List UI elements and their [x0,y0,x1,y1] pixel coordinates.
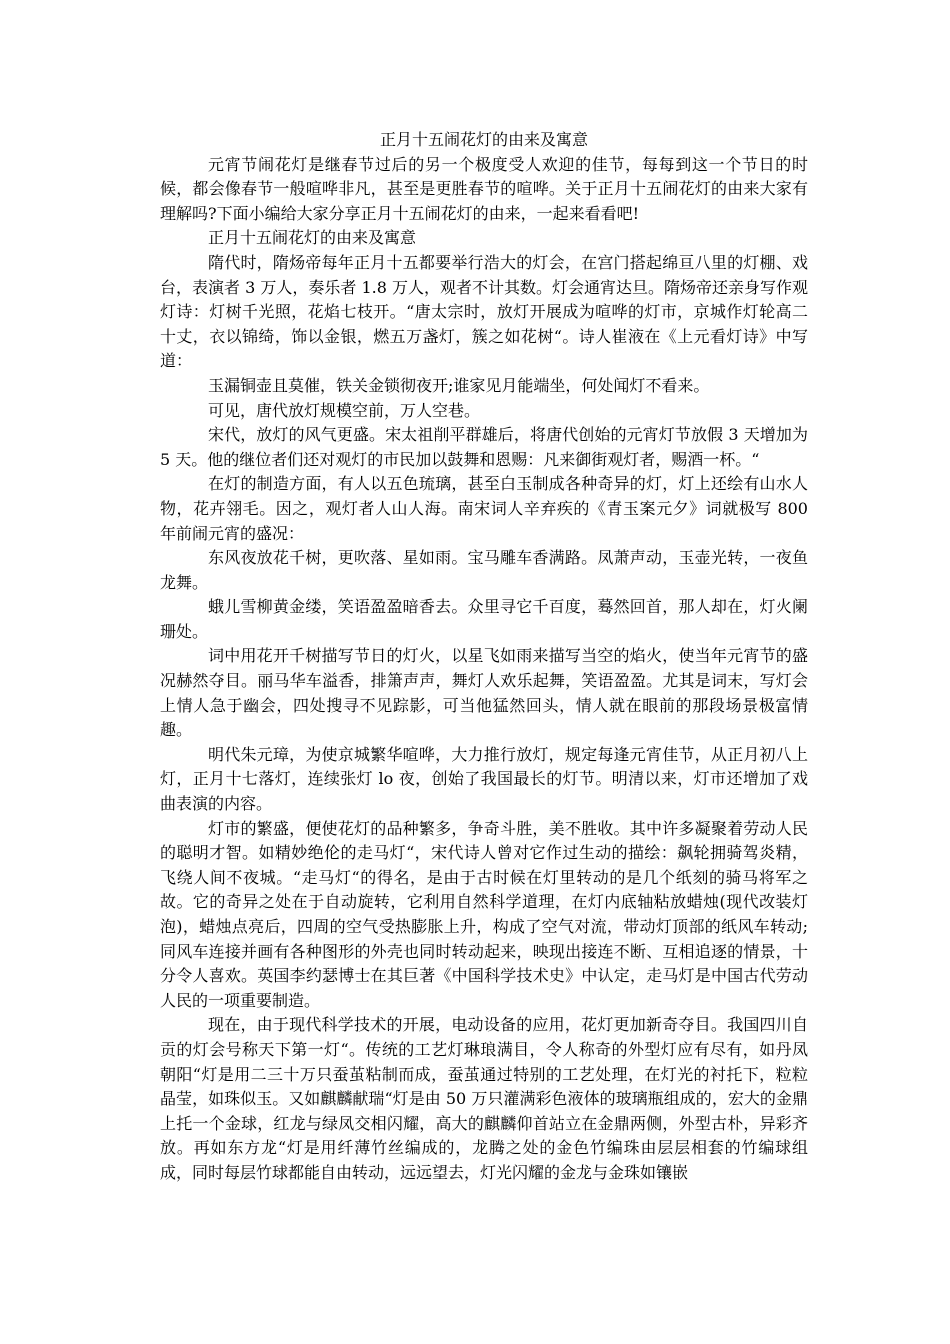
poem-line: 玉漏铜壶且莫催，铁关金锁彻夜开;谁家见月能端坐，何处闻灯不看来。 [208,375,710,395]
section-heading: 正月十五闹花灯的由来及寓意 [208,228,417,248]
poem-stanza-1: 东风夜放花千树，更吹落、星如雨。宝马雕车香满路。凤萧声动，玉壶光转，一夜鱼龙舞。 [160,548,808,592]
paragraph-intro: 元宵节闹花灯是继春节过后的另一个极度受人欢迎的佳节，每每到这一个节日的时候，都会像春节一般喧哗非凡，甚至是更胜春节的喧哗。关于正月十五闹花灯的由来大家有理解吗?下面小编给大家分享正月十五闹花灯的由来，一起来看看吧! [160,154,808,223]
document-body [160,128,808,1186]
paragraph-lantern-market: 灯市的繁盛，便使花灯的品种繁多，争奇斗胜，美不胜收。其中许多凝聚着劳动人民的聪明才智。如精妙绝伦的走马灯“，宋代诗人曾对它作过生动的描绘：飙轮拥骑驾炎精，飞绕人间不夜城。“走马灯“的得名，是由于古时候在灯里转动的是几个纸刻的骑马将军之故。它的奇异之处在于自动旋转，它利用自然科学道理，在灯内底轴粘放蜡烛(现代改装灯泡)，蜡烛点亮后，四周的空气受热膨胀上升，构成了空气对流，带动灯顶部的纸风车转动;同风车连接并画有各种图形的外壳也同时转动起来，映现出接连不断、互相追逐的情景，十分令人喜欢。英国李约瑟博士在其巨著《中国科学技术史》中认定，走马灯是中国古代劳动人民的一项重要制造。 [160,818,808,1010]
poem-stanza-2: 蛾儿雪柳黄金缕，笑语盈盈暗香去。众里寻它千百度，蓦然回首，那人却在，灯火阑珊处。 [160,597,808,641]
document-title: 正月十五闹花灯的由来及寓意 [379,130,588,149]
paragraph-lamp-making: 在灯的制造方面，有人以五色琉璃，甚至白玉制成各种奇异的灯，灯上还绘有山水人物，花卉翎毛。因之，观灯者人山人海。南宋词人辛弃疾的《青玉案元夕》词就极写 800 年前闹元宵的盛况： [160,474,808,543]
paragraph-modern: 现在，由于现代科学技术的开展，电动设备的应用，花灯更加新奇夺目。我国四川自贡的灯会号称天下第一灯“。传统的工艺灯琳琅满目，令人称奇的外型灯应有尽有，如丹凤朝阳“灯是用二三十万只蚕茧粘制而成，蚕茧通过特别的工艺处理，在灯光的衬托下，粒粒晶莹，如珠似玉。又如麒麟献瑞“灯是由 50 万只灌满彩色液体的玻璃瓶组成的，宏大的金鼎上托一个金球，红龙与绿凤交相闪耀，高大的麒麟仰首站立在金鼎两侧，外型古朴，异彩齐放。再如东方龙“灯是用纤薄竹丝编成的，龙腾之处的金色竹编珠由层层相套的竹编球组成，同时每层竹球都能自由转动，远远望去，灯光闪耀的金龙与金珠如镶嵌 [160,1015,808,1182]
paragraph-tang-summary: 可见，唐代放灯规模空前，万人空巷。 [208,400,481,420]
paragraph-ming-dynasty: 明代朱元璋，为使京城繁华喧哗，大力推行放灯，规定每逢元宵佳节，从正月初八上灯，正月十七落灯，连续张灯 lo 夜，创始了我国最长的灯节。明清以来，灯市还增加了戏曲表演的内容。 [160,744,808,814]
paragraph-song-dynasty: 宋代，放灯的风气更盛。宋太祖削平群雄后，将唐代创始的元宵灯节放假 3 天增加为 5 天。他的继位者们还对观灯的市民加以鼓舞和恩赐：凡来御街观灯者，赐酒一杯。“ [160,425,808,469]
paragraph-sui-dynasty: 隋代时，隋炀帝每年正月十五都要举行浩大的灯会，在宫门搭起绵亘八里的灯棚、戏台，表演者 3 万人，奏乐者 1.8 万人，观者不计其数。灯会通宵达旦。隋炀帝还亲身写作观灯诗：灯树千光照，花焰七枝开。“唐太宗时，放灯开展成为喧哗的灯市，京城作灯轮高二十丈，衣以锦绮，饰以金银，燃五万盏灯，簇之如花树“。诗人崔液在《上元看灯诗》中写道： [160,252,808,371]
paragraph-poem-analysis: 词中用花开千树描写节日的灯火，以星飞如雨来描写当空的焰火，使当年元宵节的盛况赫然夺目。丽马华车溢香，排箫声声，舞灯人欢乐起舞，笑语盈盈。尤其是词末，写灯会上情人急于幽会，四处搜寻不见踪影，可当他猛然回头，情人就在眼前的那段场景极富情趣。 [160,646,808,740]
